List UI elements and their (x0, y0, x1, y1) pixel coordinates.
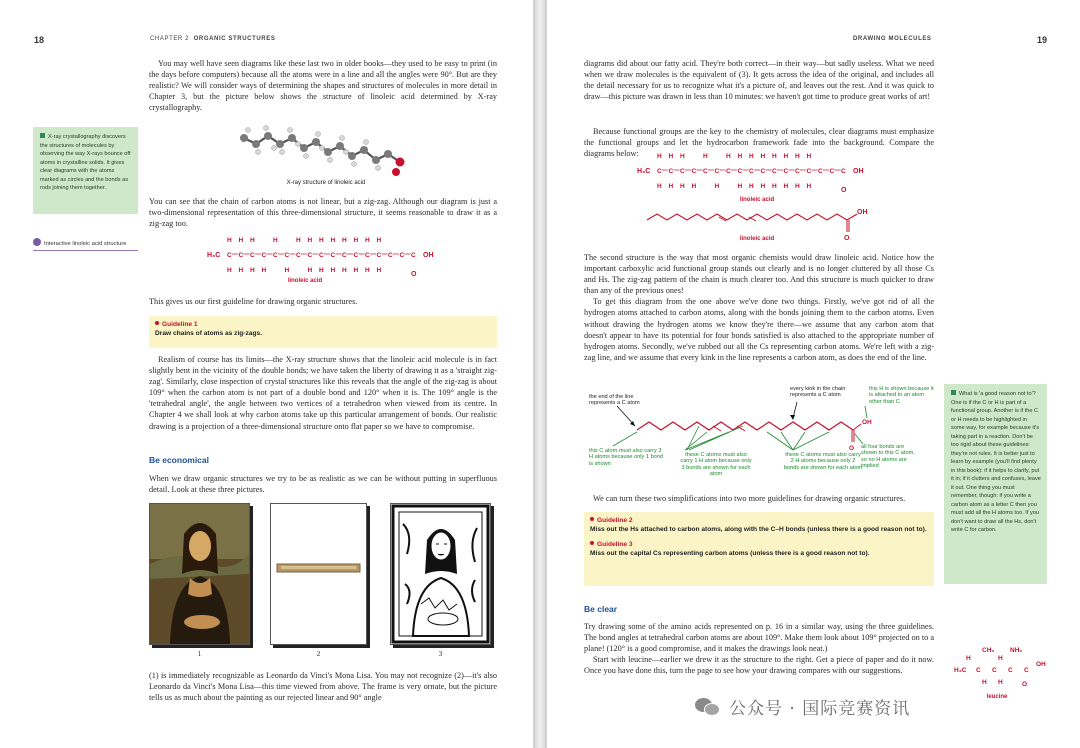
paragraph-text: The second structure is the way that most organic chemists would draw linoleic acid. Notice how the important carboxylic acid functional group stands out clearly and is no longer cluttered by all those Cs and Hs. The zig-zag pattern of the chain is much clearer too. And this structure is much quicker to draw than any of the previous ones! (584, 253, 934, 296)
formula-carbon: C (330, 252, 336, 259)
formula-hydrogen: H (353, 237, 359, 244)
sketch-image (391, 504, 490, 644)
formula-hydrogen: H (749, 153, 754, 160)
formula-hydrogen: H (726, 153, 731, 160)
formula-carbon: C (376, 252, 382, 259)
diagram-o: O (849, 445, 855, 452)
leucine-oh: OH (1036, 661, 1046, 668)
formula-carbon: C (411, 252, 416, 259)
formula-hydrogen: H (772, 153, 777, 160)
paragraph-text: diagrams did about our fatty acid. They're both correct—in their way—but sadly useless. What we need when we draw molecules is the equivalent of (3). It gets across the idea of the original, and includes all the detail necessary for us to recognize what it's a picture of, and leaves out the rest. And it was quick to draw—this picture was drawn in less than 10 minutes: we haven't got time to produce great works of art! (584, 59, 934, 102)
formula-hydrogen: H (703, 153, 708, 160)
wechat-icon (695, 696, 721, 718)
paragraph (149, 473, 497, 495)
guideline-title (590, 540, 928, 549)
formula-hydrogen: H (376, 267, 382, 274)
paragraph-text: This gives us our first guideline for drawing organic structures. (149, 297, 358, 306)
paragraph (149, 670, 497, 703)
formula-carbon: C (795, 168, 800, 175)
picture-label-2: 2 (316, 650, 321, 658)
paragraph-text: When we draw organic structures we try to be as realistic as we can be without putting in superfluous detail. Look at these three pictures. (149, 474, 497, 495)
guideline-title-text: Guideline 2 (597, 517, 633, 524)
leucine-h: H (982, 679, 987, 686)
guideline-2-3-box (584, 512, 934, 586)
formula-carbon: C (657, 168, 662, 175)
paragraph (584, 252, 934, 363)
skeletal-o: O (844, 235, 850, 242)
mona-lisa-image (150, 504, 249, 644)
leucine-c: C (1024, 667, 1029, 674)
formula-carbon: C (296, 252, 301, 259)
formula-carbon: C (365, 252, 370, 259)
formula-carbon: C (284, 252, 290, 259)
running-head-title: ORGANIC STRUCTURES (193, 36, 276, 42)
heading-be-economical: Be economical (149, 455, 209, 465)
annotation-h-shown: this H is shown because it is attached to an atom other than C (869, 386, 934, 405)
formula-carbon: C (806, 168, 812, 175)
leucine-nh2: NH₂ (1010, 647, 1023, 654)
formula-carbon: C (353, 252, 359, 259)
xray-caption: X-ray structure of linoleic acid (286, 180, 366, 186)
interactive-link-label: Interactive linoleic acid structure (44, 241, 127, 247)
formula-hydrogen: H (365, 267, 370, 274)
paragraph (149, 196, 497, 229)
page-number-right: 19 (1037, 35, 1048, 45)
formula-carbon: C (668, 168, 674, 175)
leucine-h: H (998, 679, 1003, 686)
watermark-text: 公众号 · 国际竞赛资讯 (729, 699, 911, 719)
skeletal-oh: OH (857, 209, 868, 216)
formula-carbon: C (783, 168, 789, 175)
formula-hydrogen: H (737, 153, 743, 160)
paragraph (584, 58, 934, 102)
formula-carbon: C (227, 252, 232, 259)
watermark (695, 694, 910, 719)
formula-hydrogen: H (668, 153, 674, 160)
paragraph (584, 621, 934, 676)
formula-hydrogen: H (227, 267, 232, 274)
guideline-title-text: Guideline 1 (162, 321, 198, 328)
xray-structure-image (236, 122, 416, 178)
formula-carbon: C (238, 252, 244, 259)
formula-carbon: C (829, 168, 835, 175)
formula-carbon: C (680, 168, 685, 175)
bullet-square-icon (40, 133, 45, 138)
linoleic-acid-full-formula-right (635, 150, 875, 202)
formula-carbon: C (749, 168, 754, 175)
mona-lisa-sketch (390, 503, 491, 645)
formula-hydrogen: H (296, 237, 301, 244)
leucine-caption: leucine (986, 694, 1008, 700)
page-number-left: 18 (34, 35, 45, 45)
formula-hydrogen: H (657, 183, 662, 190)
margin-note-xray (33, 127, 138, 214)
paragraph-text: Start with leucine—earlier we drew it as the structure to the right. Get a piece of paper and do it now. Once you have done this, turn the page to see how your drawing compares with our suggestions. (584, 655, 934, 676)
leucine-c: C (976, 667, 981, 674)
leucine-c: C (1008, 667, 1013, 674)
formula-carbon: C (818, 168, 823, 175)
running-head-left (150, 36, 275, 42)
formula-hydrogen: H (353, 267, 359, 274)
formula-hydrogen: H (760, 153, 766, 160)
diagram-oh: OH (862, 419, 872, 426)
formula-hydrogen: H (250, 267, 255, 274)
formula-o: O (841, 187, 847, 194)
guideline-1-box (149, 316, 497, 348)
formula-hydrogen: H (783, 153, 789, 160)
annotation-kink: every kink in the chain represents a C atom (790, 386, 846, 399)
formula-hydrogen: H (238, 267, 244, 274)
formula-carbon: C (261, 252, 267, 259)
formula-hydrogen: H (749, 183, 754, 190)
formula-carbon: C (273, 252, 278, 259)
formula-hydrogen: H (783, 183, 789, 190)
formula-hydrogen: H (714, 183, 720, 190)
formula-hydrogen: H (668, 183, 674, 190)
bullet-dot-icon (590, 517, 594, 521)
paragraph-text: We can turn these two simplifications into two more guidelines for drawing organic structures. (593, 494, 906, 503)
paragraph (149, 58, 497, 113)
formula-carbon: C (307, 252, 313, 259)
guideline-title (155, 320, 491, 329)
formula-oh: OH (853, 168, 864, 175)
guideline-title-text: Guideline 3 (597, 541, 633, 548)
formula-hydrogen: H (376, 237, 382, 244)
running-head-chapter: CHAPTER 2 (150, 36, 190, 42)
formula-hydrogen: H (657, 153, 662, 160)
formula-hydrogen: H (795, 153, 800, 160)
formula-carbon: C (726, 168, 731, 175)
linoleic-caption-top: linoleic acid (739, 197, 775, 203)
heading-be-clear: Be clear (584, 604, 618, 614)
guideline-title (590, 516, 928, 525)
leucine-o: O (1022, 681, 1028, 688)
book-gutter (533, 0, 547, 748)
formula-hydrogen: H (772, 183, 777, 190)
formula-h3c: H₃C (637, 168, 651, 175)
formula-oh: OH (423, 252, 434, 259)
paragraph-text: You may well have seen diagrams like these last two in older books—they used to be easy to print (in the days before computers) because all the atoms were in a line and all the angles were 90°. But are they realistic? We will consider ways of determining the shapes and structures of molecules in more detail in Chapter 3, but the picture below shows the structure of linoleic acid determined by X-ray crystallography. (149, 59, 497, 113)
formula-carbon: C (841, 168, 846, 175)
annotation-3h: this C atom must also carry 3 H atoms because only 1 bond is shown (589, 448, 664, 467)
formula-carbon: C (250, 252, 255, 259)
formula-hydrogen: H (680, 183, 685, 190)
paragraph (149, 296, 497, 307)
annotation-1h: these C atoms must also carry 1 H atom because only 3 bonds are shown for each atom (680, 452, 752, 478)
left-page (0, 0, 533, 748)
picture-label-3: 3 (438, 650, 443, 658)
leucine-ch3: CH₃ (982, 647, 995, 654)
formula-hydrogen: H (330, 267, 336, 274)
formula-hydrogen: H (806, 153, 812, 160)
annotation-four-bonds: all four bonds are shown to this C atom, so no H atoms are implied (861, 444, 915, 470)
margin-note-text: X-ray crystallography discovers the structures of molecules by observing the way X-rays bounce off atoms in crystalline solids. It gives clear diagrams with the atoms marked as circles and the bonds as rods joining them together. (40, 134, 131, 191)
guideline-text: Miss out the Hs attached to carbon atoms, along with the C–H bonds (unless there is a good reason not to). (590, 526, 927, 533)
linoleic-caption-left: linoleic acid (287, 278, 323, 284)
paragraph-text: You can see that the chain of carbon atoms is not linear, but a zig-zag. Although our diagram is just a two-dimensional representation of this three-dimensional structure, it seems reasonable to draw it as a zig-zag too. (149, 197, 497, 229)
mona-lisa-top-view (270, 503, 367, 645)
formula-hydrogen: H (760, 183, 766, 190)
paragraph-text: Realism of course has its limits—the X-ray structure shows that the linoleic acid molecule is in fact slightly bent in the vicinity of the double bonds; we have taken the liberty of drawing it as a 'straight zig-zag'. Similarly, close inspection of crystal structures like this reveals that the angle of the zig-zag is about 109° when the carbon atom is not part of a double bond and 120° when it is. The 109° angle is the 'tetrahedral angle', the angle between two vertices of a tetrahedron when viewed from its centre. In Chapter 4 we shall look at why carbon atoms take up this particular arrangement of bonds. Our realistic drawing is a projection of a three-dimensional structure onto flat paper so we have to compromise. (149, 355, 497, 431)
right-page (547, 0, 1080, 748)
picture-label-1: 1 (197, 650, 202, 658)
formula-hydrogen: H (319, 267, 324, 274)
formula-hydrogen: H (319, 237, 324, 244)
formula-hydrogen: H (806, 183, 812, 190)
bullet-square-icon (951, 390, 956, 395)
paragraph-text: Try drawing some of the amino acids represented on p. 16 in a similar way, using the three guidelines. The bond angles at tetrahedral carbon atoms are about 109°. Make them look about 109° projected on to a plane! (120° is a good compromise, and it makes the drawings look neat.) (584, 622, 935, 654)
formula-carbon: C (714, 168, 720, 175)
formula-hydrogen: H (342, 267, 347, 274)
annotation-end-of-line: the end of the line represents a C atom (589, 394, 640, 407)
guideline-text: Miss out the capital Cs representing carbon atoms (unless there is a good reason not to). (590, 550, 870, 557)
paragraph (584, 493, 934, 504)
formula-carbon: C (737, 168, 743, 175)
formula-hydrogen: H (795, 183, 800, 190)
formula-carbon: C (399, 252, 405, 259)
formula-hydrogen: H (307, 267, 313, 274)
formula-carbon: C (703, 168, 708, 175)
paragraph (149, 354, 497, 432)
leucine-h: H (998, 655, 1003, 662)
formula-hydrogen: H (365, 237, 370, 244)
guideline-text: Draw chains of atoms as zig-zags. (155, 330, 262, 337)
paragraph-text: (1) is immediately recognizable as Leonardo da Vinci's Mona Lisa. You may not recognize (2)—it's also Leonardo da Vinci's Mona Lisa—this time viewed from above. The frame is very ornate, but the picture tells us as much about the painting as our rejected linear and 90° angle (149, 671, 497, 703)
formula-hydrogen: H (330, 237, 336, 244)
interactive-molecule-icon (33, 238, 41, 246)
bullet-dot-icon (155, 321, 159, 325)
formula-hydrogen: H (250, 237, 255, 244)
formula-hydrogen: H (227, 237, 232, 244)
paragraph-text: Because functional groups are the key to the chemistry of molecules, clear diagrams must emphasize the functional groups and let the hydrocarbon framework fade into the background. Compare the diagrams below: (584, 127, 934, 159)
leucine-c: C (992, 667, 997, 674)
frame-top-view-image (271, 504, 366, 644)
mona-lisa-painting (149, 503, 250, 645)
formula-carbon: C (760, 168, 766, 175)
linoleic-caption-skeletal: linoleic acid (739, 236, 775, 242)
bullet-dot-icon (590, 541, 594, 545)
formula-h3c: H₃C (207, 252, 221, 259)
annotation-2h: these C atoms must also carry 2 H atoms because only 2 bonds are shown for each atom (783, 452, 863, 471)
interactive-link[interactable] (33, 238, 138, 251)
formula-carbon: C (342, 252, 347, 259)
formula-carbon: C (388, 252, 393, 259)
paragraph-text: To get this diagram from the one above we've done two things. Firstly, we've got rid of all the hydrogen atoms attached to carbon atoms, along with the bonds joining them to the carbon atoms. Even without drawing the hydrogen atoms we know they're there—we assume that any carbon atom that doesn't appear to have its potential for four bonds satisfied is also attached to the appropriate number of hydrogen atoms. Secondly, we've rubbed out all the Cs representing carbon atoms. We're left with a zig-zag line, and we assume that every kink in the line represents a carbon atom, as does the end of the line. (584, 297, 934, 362)
running-head-title: DRAWING MOLECULES (853, 36, 932, 42)
formula-carbon: C (772, 168, 777, 175)
formula-hydrogen: H (284, 267, 290, 274)
formula-hydrogen: H (680, 153, 685, 160)
formula-hydrogen: H (307, 237, 313, 244)
formula-hydrogen: H (273, 237, 278, 244)
formula-carbon: C (319, 252, 324, 259)
leucine-h3c: H₃C (954, 667, 967, 674)
running-head-right (853, 36, 932, 42)
formula-hydrogen: H (238, 237, 244, 244)
formula-hydrogen: H (691, 183, 697, 190)
formula-hydrogen: H (737, 183, 743, 190)
margin-note-good-reason (944, 384, 1047, 584)
formula-carbon: C (691, 168, 697, 175)
formula-hydrogen: H (342, 237, 347, 244)
leucine-h: H (966, 655, 971, 662)
formula-hydrogen: H (261, 267, 267, 274)
margin-note-text: What is 'a good reason not to'? One is if the C or H is part of a functional group. Another is if the C or H needs to be highlighted in some way, for example because it's taking part in a reaction. Don't be too rigid about these guidelines: they're not rules. It is better just to learn by example (you'll find plenty in this book): if it helps to clarify, put it in; if it clutters and confuses, leave it out. One thing you must remember, though: if you write a carbon atom as a letter C then you must add all the H atoms too. If you don't want to draw all the Hs, don't write C for carbon. (951, 391, 1041, 533)
formula-o: O (411, 271, 417, 278)
